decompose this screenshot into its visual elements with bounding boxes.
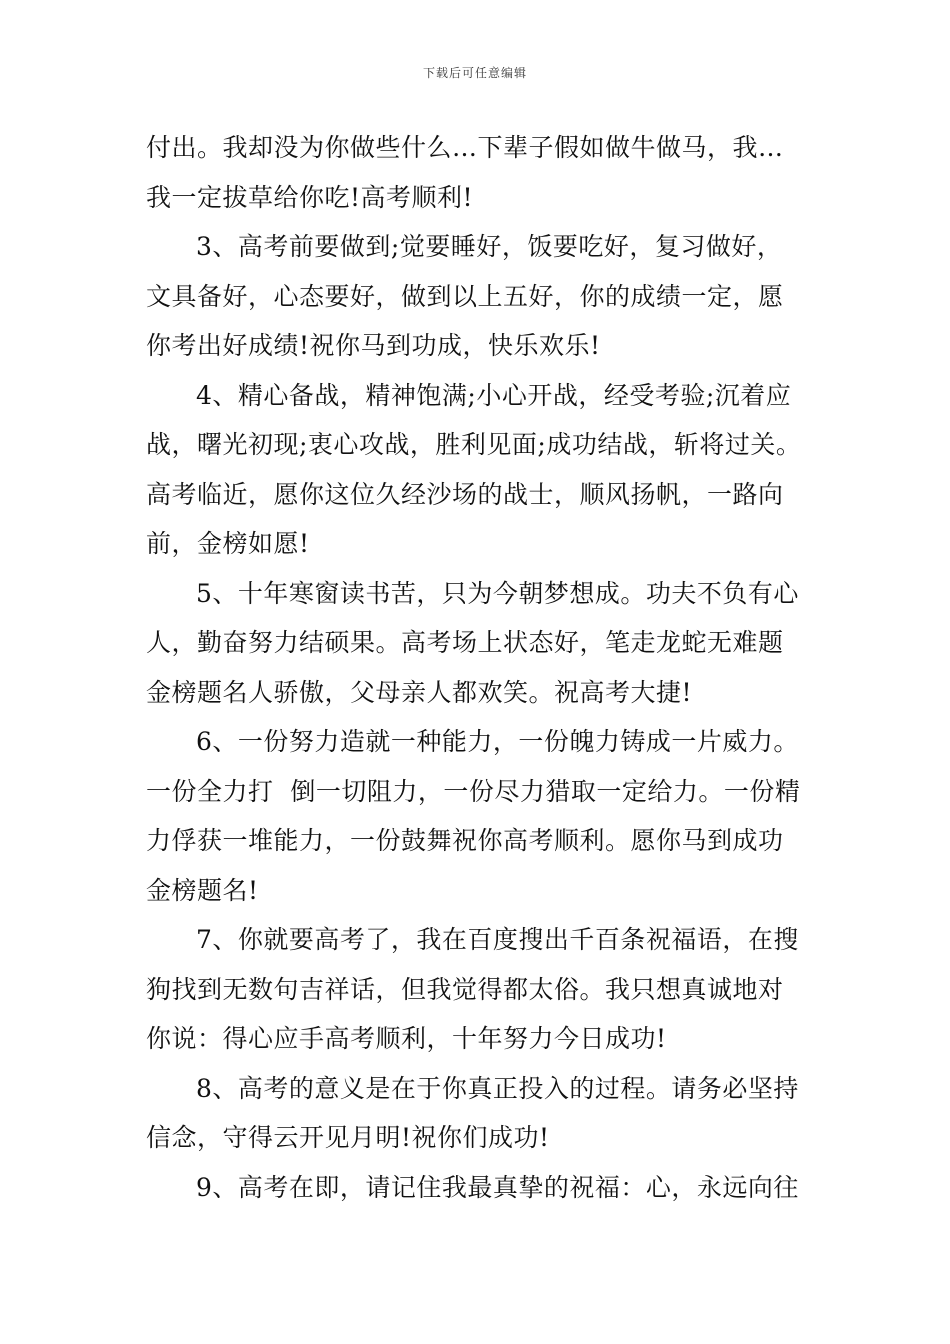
paragraph-start-line: 7、你就要高考了，我在百度搜出千百条祝福语，在搜 [196, 925, 799, 954]
text-line: 你考出好成绩!祝你马到功成，快乐欢乐! [146, 331, 601, 360]
text-line: 力俘获一堆能力，一份鼓舞祝你高考顺利。愿你马到成功 [146, 826, 784, 855]
text-line: 我一定拔草给你吃!高考顺利! [146, 182, 474, 212]
text-line: 人，勤奋努力结硕果。高考场上状态好，笔走龙蛇无难题 [146, 628, 784, 657]
text-line: 高考临近，愿你这位久经沙场的战士，顺风扬帆，一路向 [146, 479, 784, 509]
paragraph-start-line: 4、精心备战，精神饱满;小心开战，经受考验;沉着应 [196, 380, 792, 410]
text-line: 信念，守得云开见月明!祝你们成功! [146, 1123, 550, 1152]
paragraph-start-line: 9、高考在即，请记住我最真挚的祝福：心，永远向往 [196, 1172, 799, 1202]
paragraph-start-line: 8、高考的意义是在于你真正投入的过程。请务必坚持 [196, 1073, 799, 1103]
text-line: 狗找到无数句吉祥话，但我觉得都太俗。我只想真诚地对 [146, 974, 784, 1004]
text-line: 文具备好，心态要好，做到以上五好，你的成绩一定，愿 [146, 281, 784, 311]
text-line: 一份全力打 倒一切阻力，一份尽力猎取一定给力。一份精 [146, 776, 801, 806]
paragraph-start-line: 3、高考前要做到;觉要睡好，饭要吃好，复习做好， [196, 232, 783, 261]
text-line: 你说：得心应手高考顺利，十年努力今日成功! [146, 1024, 667, 1053]
text-line: 金榜题名人骄傲，父母亲人都欢笑。祝高考大捷! [146, 677, 693, 707]
text-line: 金榜题名! [146, 875, 259, 905]
text-line: 战，曙光初现;衷心攻战，胜利见面;成功结战，斩将过关。 [146, 430, 802, 459]
page-header: 下载后可任意编辑 [422, 66, 527, 80]
paragraph-start-line: 6、一份努力造就一种能力，一份魄力铸成一片威力。 [196, 727, 799, 756]
text-line: 前，金榜如愿! [146, 529, 310, 558]
text-line: 付出。我却没为你做些什么…下辈子假如做牛做马，我… [146, 133, 784, 162]
document-body [146, 130, 826, 1219]
paragraph-start-line: 5、十年寒窗读书苦，只为今朝梦想成。功夫不负有心 [196, 578, 799, 608]
